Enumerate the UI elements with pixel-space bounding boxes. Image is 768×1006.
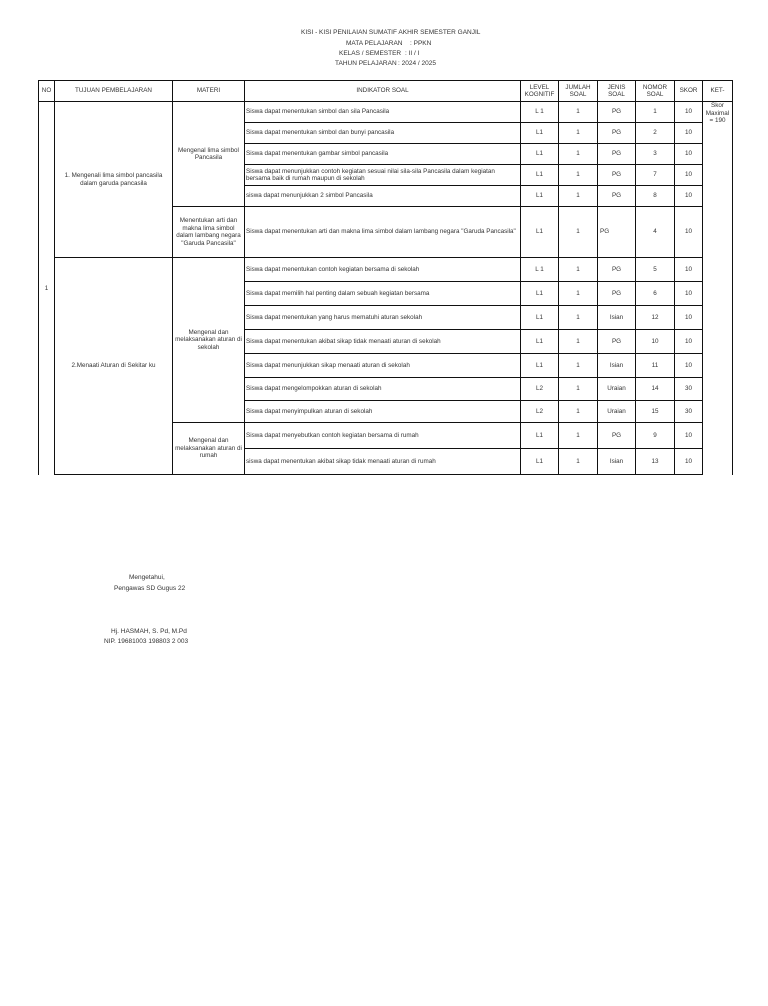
year-label: TAHUN PELAJARAN xyxy=(335,60,397,67)
jumlah-cell: 1 xyxy=(559,207,598,258)
indikator-cell: siswa dapat menunjukkan 2 simbol Pancasila xyxy=(245,186,521,207)
assessment-grid-table xyxy=(38,80,733,475)
subject-value: : PPKN xyxy=(410,40,432,47)
nomor-cell: 1 xyxy=(636,102,675,123)
col-header-indikator: INDIKATOR SOAL xyxy=(245,81,521,102)
level-cell: L1 xyxy=(521,306,559,330)
col-header-no: NO xyxy=(39,81,55,102)
col-header-skor: SKOR xyxy=(675,81,703,102)
jenis-cell: PG xyxy=(598,165,636,186)
jumlah-cell: 1 xyxy=(559,306,598,330)
tujuan-cell: 2.Menaati Aturan di Sekitar ku xyxy=(55,258,173,475)
nomor-cell: 11 xyxy=(636,354,675,378)
indikator-cell: Siswa dapat menentukan akibat sikap tidak menaati aturan di sekolah xyxy=(245,330,521,354)
skor-cell: 10 xyxy=(675,423,703,449)
jumlah-cell: 1 xyxy=(559,282,598,306)
jenis-cell: Isian xyxy=(598,306,636,330)
nomor-cell: 15 xyxy=(636,401,675,423)
class-value: : II / I xyxy=(405,50,420,57)
jenis-cell: PG xyxy=(598,282,636,306)
jumlah-cell: 1 xyxy=(559,186,598,207)
jenis-cell: Uraian xyxy=(598,401,636,423)
nomor-cell: 5 xyxy=(636,258,675,282)
skor-cell: 10 xyxy=(675,123,703,144)
indikator-cell: Siswa dapat menentukan arti dan makna lima simbol dalam lambang negara "Garuda Pancasila" xyxy=(245,207,521,258)
skor-cell: 10 xyxy=(675,207,703,258)
indikator-cell: Siswa dapat menunjukkan sikap menaati aturan di sekolah xyxy=(245,354,521,378)
col-header-materi: MATERI xyxy=(173,81,245,102)
skor-cell: 10 xyxy=(675,165,703,186)
nomor-cell: 7 xyxy=(636,165,675,186)
level-cell: L1 xyxy=(521,423,559,449)
jumlah-cell: 1 xyxy=(559,330,598,354)
col-header-jenis: JENIS SOAL xyxy=(598,81,636,102)
skor-cell: 10 xyxy=(675,258,703,282)
level-cell: L 1 xyxy=(521,102,559,123)
jenis-cell: PG xyxy=(598,423,636,449)
supervisor-name: Hj. HASMAH, S. Pd, M.Pd xyxy=(111,628,187,635)
materi-cell: Mengenal dan melaksanakan aturan di rumah xyxy=(173,423,245,475)
nomor-cell: 6 xyxy=(636,282,675,306)
skor-cell: 10 xyxy=(675,306,703,330)
jumlah-cell: 1 xyxy=(559,378,598,401)
skor-cell: 30 xyxy=(675,378,703,401)
jenis-cell: PG xyxy=(598,207,636,258)
indikator-cell: Siswa dapat menentukan contoh kegiatan bersama di sekolah xyxy=(245,258,521,282)
indikator-cell: Siswa dapat menyebutkan contoh kegiatan bersama di rumah xyxy=(245,423,521,449)
jumlah-cell: 1 xyxy=(559,401,598,423)
skor-cell: 10 xyxy=(675,186,703,207)
jenis-cell: PG xyxy=(598,144,636,165)
nomor-cell: 2 xyxy=(636,123,675,144)
col-header-jumlah: JUMLAH SOAL xyxy=(559,81,598,102)
level-cell: L1 xyxy=(521,354,559,378)
jenis-cell: Isian xyxy=(598,354,636,378)
nomor-cell: 4 xyxy=(636,207,675,258)
level-cell: L1 xyxy=(521,165,559,186)
materi-cell: Mengenal lima simbol Pancasila xyxy=(173,102,245,207)
nomor-cell: 8 xyxy=(636,186,675,207)
indikator-cell: siswa dapat menentukan akibat sikap tidak menaati aturan di rumah xyxy=(245,449,521,475)
skor-cell: 10 xyxy=(675,330,703,354)
col-header-ket: KET- xyxy=(703,81,733,102)
jenis-cell: Uraian xyxy=(598,378,636,401)
col-header-tujuan: TUJUAN PEMBELAJARAN xyxy=(55,81,173,102)
indikator-cell: Siswa dapat mengelompokkan aturan di sekolah xyxy=(245,378,521,401)
nomor-cell: 10 xyxy=(636,330,675,354)
materi-cell: Mengenal dan melaksanakan aturan di sekolah xyxy=(173,258,245,423)
level-cell: L2 xyxy=(521,378,559,401)
jenis-cell: PG xyxy=(598,186,636,207)
level-cell: L1 xyxy=(521,330,559,354)
ket-cell: Skor Maximal = 190 xyxy=(703,102,733,475)
jumlah-cell: 1 xyxy=(559,123,598,144)
table-row xyxy=(39,102,733,123)
supervisor-position: Pengawas SD Gugus 22 xyxy=(114,585,186,592)
skor-cell: 30 xyxy=(675,401,703,423)
table-header-row xyxy=(39,81,733,102)
nomor-cell: 9 xyxy=(636,423,675,449)
year-value: : 2024 / 2025 xyxy=(398,60,436,67)
materi-cell: Menentukan arti dan makna lima simbol dalam lambang negara "Garuda Pancasila" xyxy=(173,207,245,258)
nomor-cell: 3 xyxy=(636,144,675,165)
jumlah-cell: 1 xyxy=(559,423,598,449)
nomor-cell: 13 xyxy=(636,449,675,475)
indikator-cell: Siswa dapat menentukan simbol dan sila Pancasila xyxy=(245,102,521,123)
indikator-cell: Siswa dapat menentukan simbol dan bunyi pancasila xyxy=(245,123,521,144)
level-cell: L1 xyxy=(521,207,559,258)
level-cell: L1 xyxy=(521,449,559,475)
level-cell: L1 xyxy=(521,186,559,207)
indikator-cell: Siswa dapat menunjukkan contoh kegiatan sesuai nilai sila-sila Pancasila dalam kegiatan bersama baik di rumah maupun di sekolah xyxy=(245,165,521,186)
jenis-cell: PG xyxy=(598,102,636,123)
indikator-cell: Siswa dapat memilih hal penting dalam sebuah kegiatan bersama xyxy=(245,282,521,306)
level-cell: L 1 xyxy=(521,258,559,282)
jumlah-cell: 1 xyxy=(559,102,598,123)
nomor-cell: 14 xyxy=(636,378,675,401)
class-label: KELAS / SEMESTER xyxy=(339,50,402,57)
jumlah-cell: 1 xyxy=(559,258,598,282)
skor-cell: 10 xyxy=(675,449,703,475)
level-cell: L2 xyxy=(521,401,559,423)
tujuan-cell: 1. Mengenali lima simbol pancasila dalam garuda pancasila xyxy=(55,102,173,258)
jenis-cell: PG xyxy=(598,258,636,282)
jumlah-cell: 1 xyxy=(559,449,598,475)
skor-cell: 10 xyxy=(675,144,703,165)
nomor-cell: 12 xyxy=(636,306,675,330)
jenis-cell: PG xyxy=(598,330,636,354)
level-cell: L1 xyxy=(521,144,559,165)
skor-cell: 10 xyxy=(675,102,703,123)
row-number: 1 xyxy=(39,102,55,475)
document-title: KISI - KISI PENILAIAN SUMATIF AKHIR SEMESTER GANJIL xyxy=(301,29,481,36)
jumlah-cell: 1 xyxy=(559,354,598,378)
table-row xyxy=(39,258,733,282)
jumlah-cell: 1 xyxy=(559,165,598,186)
subject-label: MATA PELAJARAN xyxy=(346,40,403,47)
indikator-cell: Siswa dapat menentukan gambar simbol pancasila xyxy=(245,144,521,165)
skor-cell: 10 xyxy=(675,282,703,306)
jenis-cell: Isian xyxy=(598,449,636,475)
level-cell: L1 xyxy=(521,123,559,144)
level-cell: L1 xyxy=(521,282,559,306)
supervisor-nip: NIP. 19681003 198803 2 003 xyxy=(104,638,189,645)
jenis-cell: PG xyxy=(598,123,636,144)
known-label: Mengetahui, xyxy=(129,574,165,581)
skor-cell: 10 xyxy=(675,354,703,378)
jumlah-cell: 1 xyxy=(559,144,598,165)
indikator-cell: Siswa dapat menyimpulkan aturan di sekolah xyxy=(245,401,521,423)
col-header-level: LEVEL KOGNITIF xyxy=(521,81,559,102)
indikator-cell: Siswa dapat menentukan yang harus mematuhi aturan sekolah xyxy=(245,306,521,330)
col-header-nomor: NOMOR SOAL xyxy=(636,81,675,102)
